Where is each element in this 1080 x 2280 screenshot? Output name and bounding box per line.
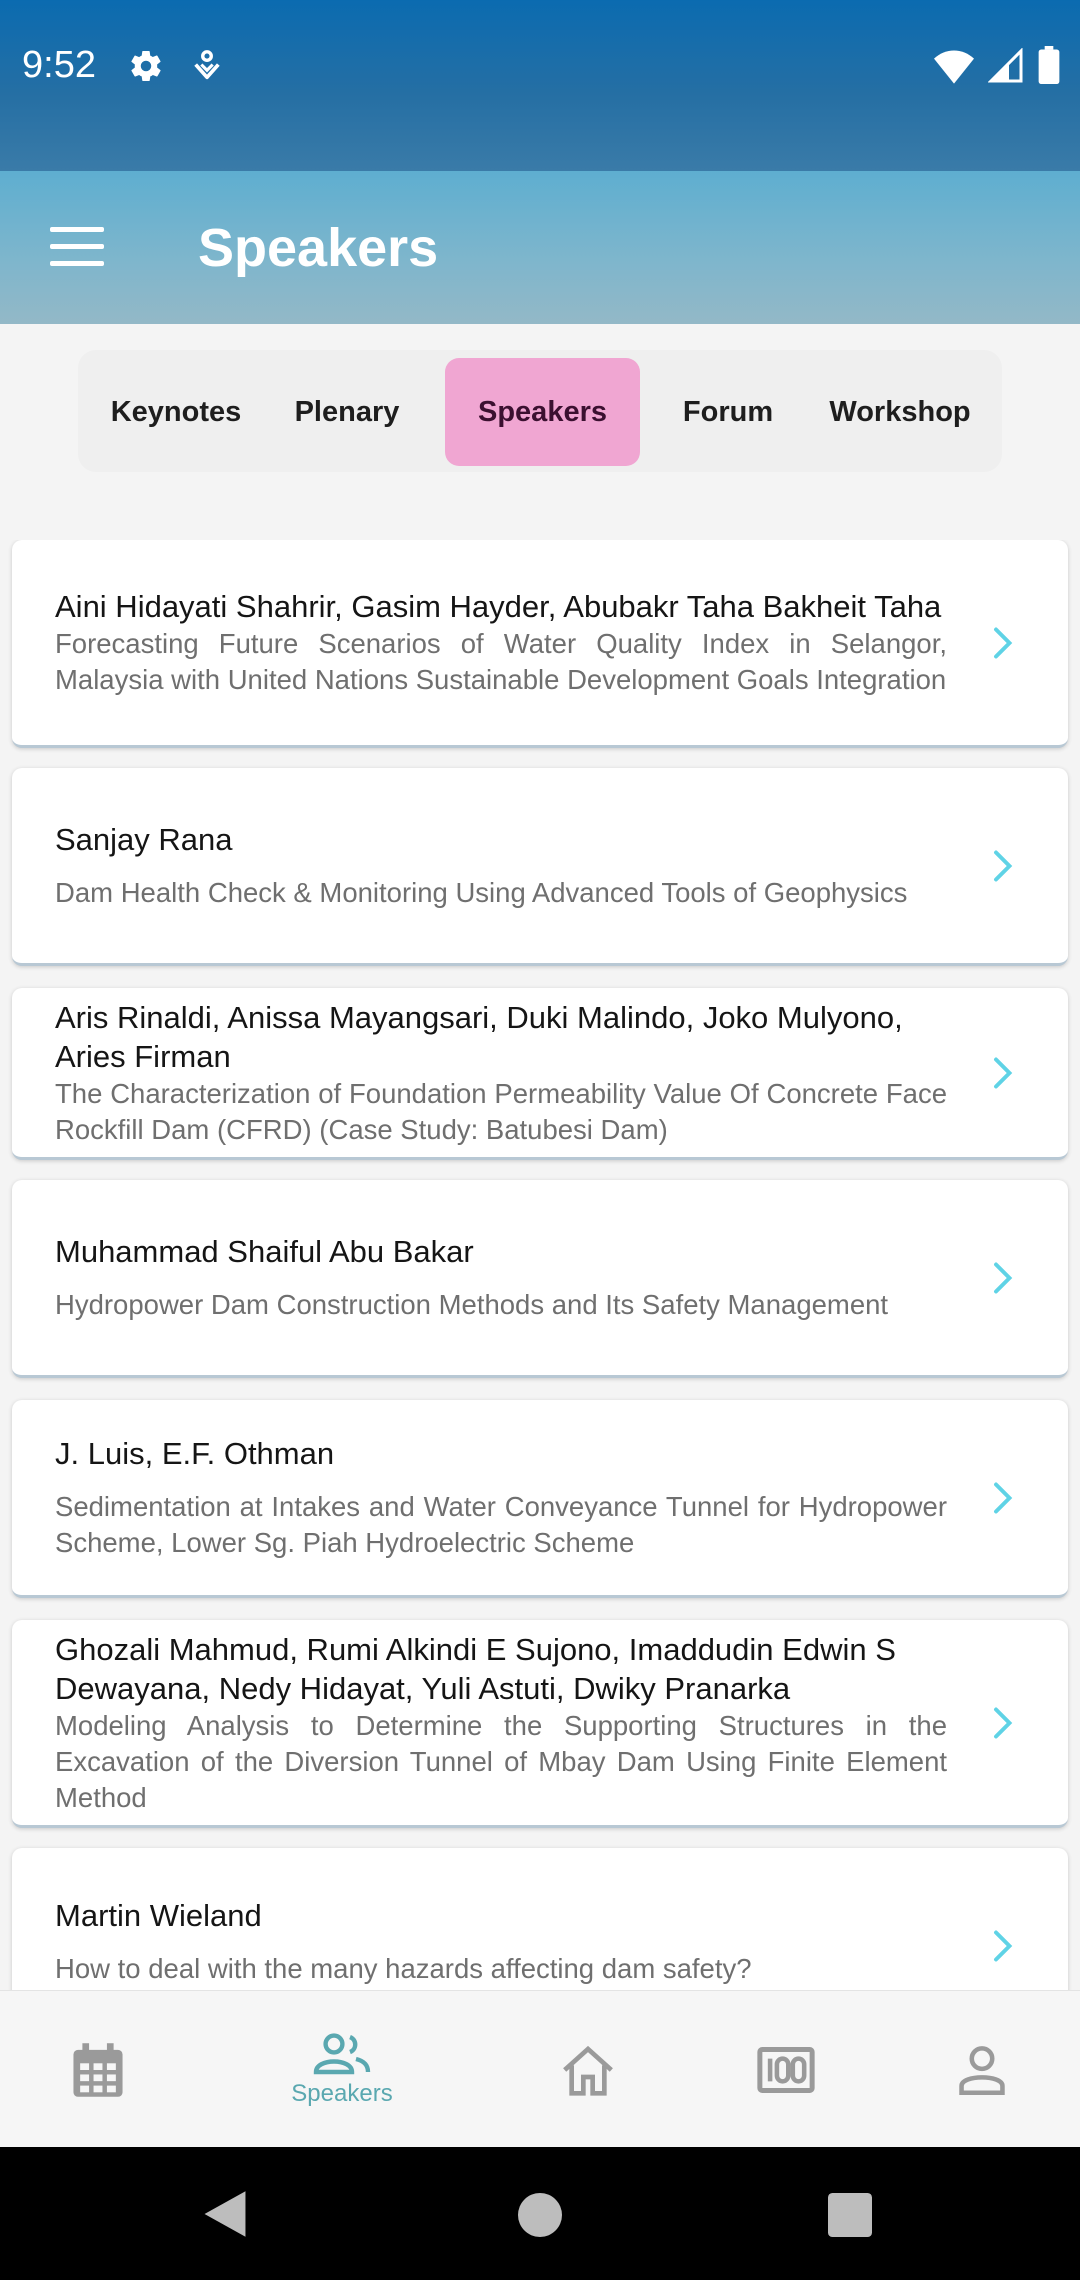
location-icon — [190, 48, 224, 84]
nav-speakers[interactable] — [244, 1991, 440, 2148]
speaker-card[interactable] — [12, 1180, 1068, 1378]
ticket-icon — [756, 2045, 816, 2095]
speaker-names: J. Luis, E.F. Othman — [55, 1436, 335, 1471]
tab-forum[interactable]: Forum — [682, 395, 774, 428]
page-title: Speakers — [198, 218, 439, 278]
speaker-names: Ghozali Mahmud, Rumi Alkindi E Sujono, Imaddudin Edwin S Dewayana, Nedy Hidayat, Yuli Astuti, Dwiky Pranarka — [55, 1631, 896, 1706]
tab-keynotes[interactable]: Keynotes — [110, 395, 242, 428]
talk-title: The Characterization of Foundation Permeability Value Of Concrete Face Rockfill Dam (CFRD) (Case Study: Batubesi Dam) — [55, 1077, 947, 1145]
nav-profile[interactable] — [884, 1991, 1080, 2148]
nav-home[interactable] — [490, 1991, 686, 2148]
app-bar — [0, 171, 1080, 324]
signal-icon — [988, 48, 1024, 84]
nav-ticket[interactable] — [688, 1991, 884, 2148]
speaker-card[interactable] — [12, 1848, 1068, 1990]
tab-speakers[interactable]: Speakers — [445, 358, 640, 466]
talk-title: Sedimentation at Intakes and Water Conveyance Tunnel for Hydropower Scheme, Lower Sg. Piah Hydroelectric Scheme — [55, 1491, 947, 1558]
home-icon — [560, 2043, 616, 2097]
speaker-list[interactable] — [0, 540, 1080, 1990]
people-icon — [311, 2032, 373, 2076]
wifi-icon — [934, 50, 974, 84]
talk-title: Dam Health Check & Monitoring Using Advanced Tools of Geophysics — [55, 877, 908, 908]
nav-calendar[interactable] — [0, 1991, 196, 2148]
speaker-card[interactable] — [12, 540, 1068, 748]
speaker-names: Aini Hidayati Shahrir, Gasim Hayder, Abubakr Taha Bakheit Taha — [55, 589, 942, 624]
home-circle-icon[interactable] — [518, 2193, 562, 2237]
talk-title: Hydropower Dam Construction Methods and Its Safety Management — [55, 1289, 889, 1320]
chevron-right-icon[interactable] — [984, 848, 1020, 884]
nav-label-speakers: Speakers — [291, 2079, 393, 2107]
chevron-right-icon[interactable] — [984, 1928, 1020, 1964]
bottom-navigation — [0, 1990, 1080, 2147]
speaker-names: Sanjay Rana — [55, 822, 233, 857]
status-bar — [0, 0, 1080, 171]
session-tabs — [78, 350, 1002, 472]
chevron-right-icon[interactable] — [984, 1055, 1020, 1091]
menu-icon[interactable] — [50, 227, 104, 267]
status-right-group — [934, 46, 1060, 84]
talk-title: Modeling Analysis to Determine the Supporting Structures in the Excavation of the Diversion Tunnel of Mbay Dam Using Finite Element Method — [55, 1709, 947, 1813]
profile-icon — [957, 2045, 1007, 2095]
tab-workshop[interactable]: Workshop — [829, 395, 971, 428]
system-navigation-bar — [0, 2147, 1080, 2280]
battery-icon — [1038, 46, 1060, 84]
gear-icon — [128, 48, 164, 84]
chevron-right-icon[interactable] — [984, 1705, 1020, 1741]
chevron-right-icon[interactable] — [984, 1260, 1020, 1296]
speaker-card[interactable] — [12, 1400, 1068, 1598]
speaker-names: Muhammad Shaiful Abu Bakar — [55, 1234, 474, 1269]
tab-plenary[interactable]: Plenary — [294, 395, 400, 428]
speaker-card[interactable] — [12, 1620, 1068, 1828]
recents-icon[interactable] — [828, 2193, 872, 2237]
chevron-right-icon[interactable] — [984, 1480, 1020, 1516]
speaker-names: Aris Rinaldi, Anissa Mayangsari, Duki Malindo, Joko Mulyono, Aries Firman — [55, 999, 903, 1074]
speaker-names: Martin Wieland — [55, 1898, 262, 1933]
back-icon[interactable] — [202, 2189, 248, 2239]
talk-title: How to deal with the many hazards affecting dam safety? — [55, 1953, 752, 1984]
speaker-card[interactable] — [12, 768, 1068, 966]
calendar-icon — [71, 2041, 125, 2099]
chevron-right-icon[interactable] — [984, 625, 1020, 661]
talk-title: Forecasting Future Scenarios of Water Quality Index in Selangor, Malaysia with United Nations Sustainable Development Goals Integration — [55, 628, 947, 695]
speaker-card[interactable] — [12, 988, 1068, 1160]
status-time: 9:52 — [22, 44, 96, 86]
